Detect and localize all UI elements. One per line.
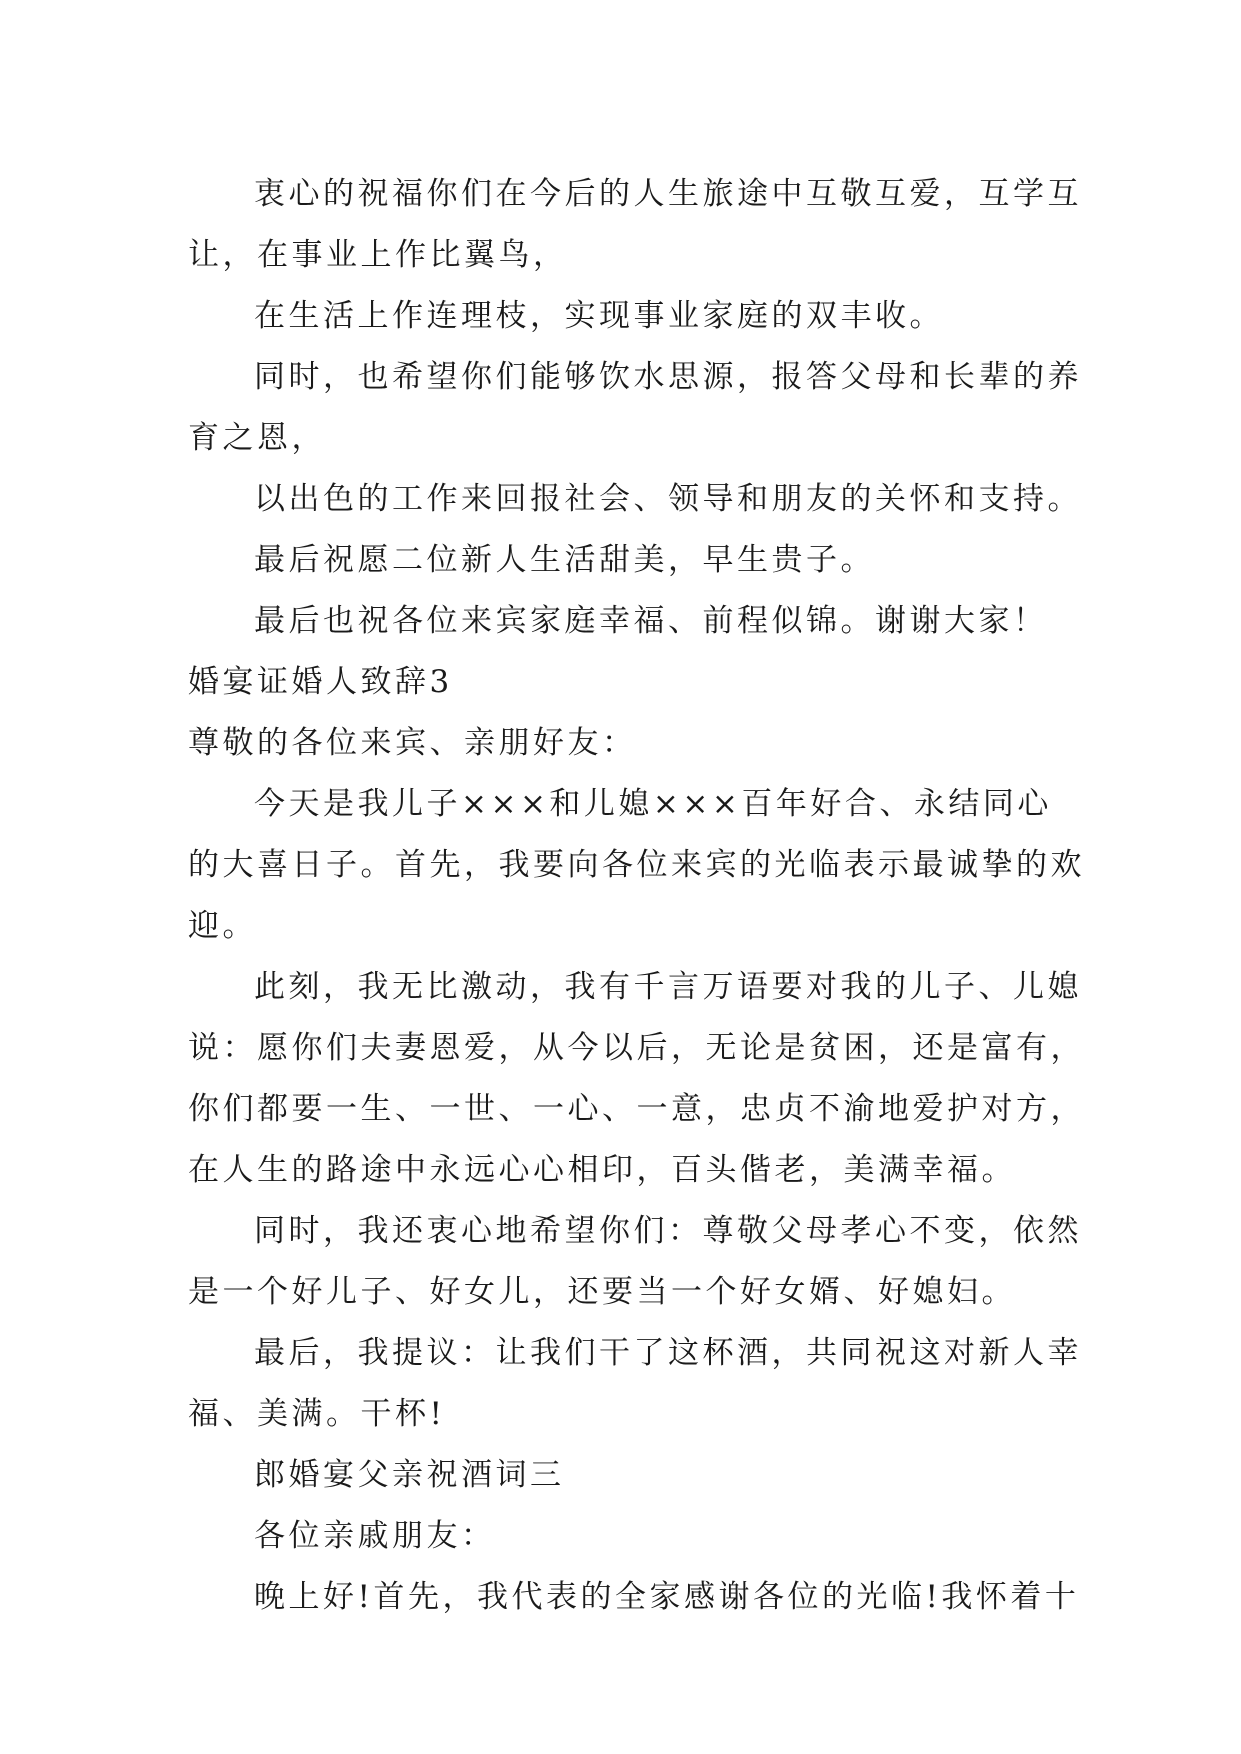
text-line: 以出色的工作来回报社会、领导和朋友的关怀和支持。 (254, 481, 1082, 517)
text-line: 是一个好儿子、好女儿，还要当一个好女婿、好媳妇。 (188, 1274, 1016, 1310)
text-line: 的大喜日子。首先，我要向各位来宾的光临表示最诚挚的欢 (188, 847, 1085, 883)
document-body (188, 164, 1085, 1628)
text-line: 福、美满。干杯! (188, 1396, 446, 1432)
text-line: 最后祝愿二位新人生活甜美，早生贵子。 (254, 542, 875, 578)
text-line: 你们都要一生、一世、一心、一意，忠贞不渝地爱护对方， (188, 1091, 1085, 1127)
text-line: 最后也祝各位来宾家庭幸福、前程似锦。谢谢大家！ (254, 603, 1048, 639)
text-line: 说：愿你们夫妻恩爱，从今以后，无论是贫困，还是富有， (188, 1030, 1085, 1066)
section-heading: 婚宴证婚人致辞3 (188, 664, 453, 700)
text-line: 在人生的路途中永远心心相印，百头偕老，美满幸福。 (188, 1152, 1016, 1188)
text-line: 同时，我还衷心地希望你们：尊敬父母孝心不变，依然 (254, 1213, 1082, 1249)
text-line: 衷心的祝福你们在今后的人生旅途中互敬互爱，互学互 (254, 176, 1082, 212)
text-line: 晚上好!首先，我代表的全家感谢各位的光临!我怀着十 (254, 1579, 1080, 1615)
text-line: 同时，也希望你们能够饮水思源，报答父母和长辈的养 (254, 359, 1082, 395)
text-line: 在生活上作连理枝，实现事业家庭的双丰收。 (254, 298, 944, 334)
text-line: 今天是我儿子×××和儿媳×××百年好合、永结同心 (254, 786, 1052, 822)
text-line: 让，在事业上作比翼鸟， (188, 237, 568, 273)
section-heading: 郎婚宴父亲祝酒词三 (254, 1457, 565, 1493)
text-line: 最后，我提议：让我们干了这杯酒，共同祝这对新人幸 (254, 1335, 1082, 1371)
text-line: 此刻，我无比激动，我有千言万语要对我的儿子、儿媳 (254, 969, 1082, 1005)
salutation: 尊敬的各位来宾、亲朋好友： (188, 725, 637, 761)
text-line: 迎。 (188, 908, 257, 944)
text-line: 育之恩， (188, 420, 326, 456)
salutation: 各位亲戚朋友： (254, 1518, 496, 1554)
